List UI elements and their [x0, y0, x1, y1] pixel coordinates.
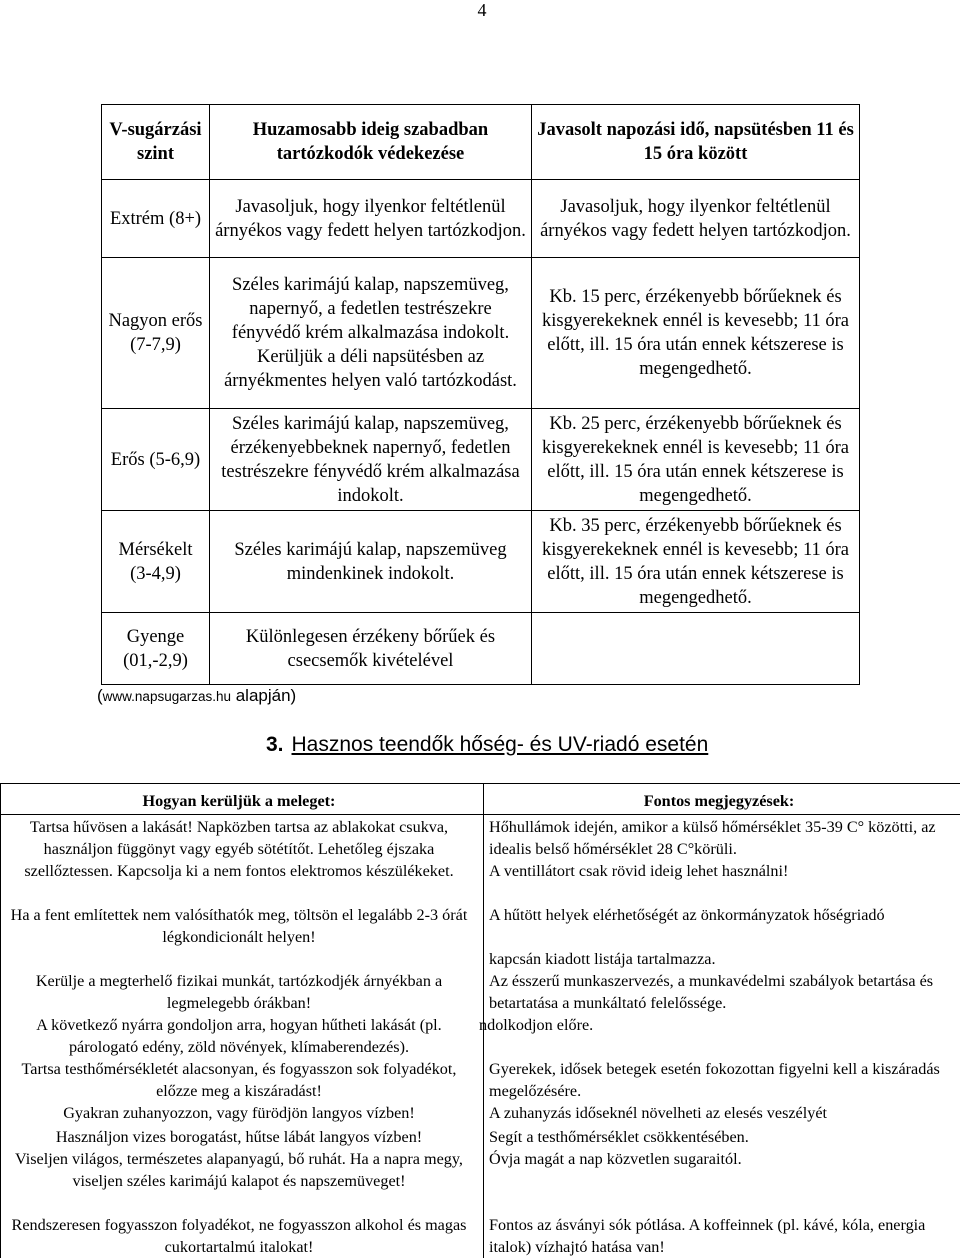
time-text: Javasoljuk, hogy ilyenkor feltétlenül árnyékos vagy fedett helyen tartózkodjon.: [532, 180, 860, 258]
protection-text: Széles karimájú kalap, napszemüveg, napernyő, a fedetlen testrészekre fényvédő krém alkalmazása indokolt. Kerüljük a déli napsütésben az árnyékmentes helyen való tartózkodást.: [210, 258, 532, 409]
protection-text: Javasoljuk, hogy ilyenkor feltétlenül árnyékos vagy fedett helyen tartózkodjon.: [210, 180, 532, 258]
note-item: Segít a testhőmérséklet csökkentésében.: [489, 1128, 749, 1146]
header-rule: [1, 814, 960, 815]
tips-left-header: Hogyan kerüljük a meleget:: [142, 792, 336, 810]
uv-level: Gyenge (01,-2,9): [102, 613, 210, 685]
tips-right-header: Fontos megjegyzések:: [643, 792, 795, 810]
note-item: Óvja magát a nap közvetlen sugaraitól.: [489, 1150, 742, 1168]
protection-text: Különlegesen érzékeny bőrűek és csecsemők kivételével: [210, 613, 532, 685]
note-item: Hőhullámok idején, amikor a külső hőmérséklet 35-39 C° közötti, az idealis belső hőmérséklet 28 C°körüli.: [489, 818, 936, 858]
tip-item: Ha a fent említettek nem valósíthatók meg, töltsön el legalább 2-3 órát légkondicionált helyen!: [10, 906, 468, 946]
note-item: A hűtött helyek elérhetőségét az önkormányzatok hőségriadó: [489, 906, 885, 924]
time-text: Kb. 25 perc, érzékenyebb bőrűeknek és kisgyerekeknek ennél is kevesebb; 11 óra előtt, ill. 15 óra után ennek kétszerese is megengedhető.: [532, 409, 860, 511]
source-note: (www.napsugarzas.hu alapján): [97, 686, 297, 705]
section-title: Hasznos teendők hőség- és UV-riadó esetén: [291, 733, 709, 756]
uv-row-extreme: [102, 180, 860, 258]
source-url: www.napsugarzas.hu: [102, 689, 231, 704]
uv-row-strong: [102, 409, 860, 511]
protection-text: Széles karimájú kalap, napszemüveg, érzékenyebbeknek napernyő, fedetlen testrészekre fényvédő krém alkalmazása indokolt.: [210, 409, 532, 511]
tip-item: Használjon vizes borogatást, hűtse lábát langyos vízben!: [55, 1128, 423, 1146]
tip-item: Tartsa testhőmérsékletét alacsonyan, és fogyasszon sok folyadékot, előzze meg a kiszáradást!: [21, 1060, 457, 1100]
note-item: Fontos az ásványi sók pótlása. A koffeinnek (pl. kávé, kóla, energia italok) vízhajtó hatása van!: [489, 1216, 926, 1256]
section-number: 3.: [266, 733, 284, 756]
note-item: Az ésszerű munkaszervezés, a munkavédelmi szabályok betartása és betartatása a munkáltató felelőssége.: [489, 972, 934, 1012]
tip-item: Tartsa hűvösen a lakását! Napközben tartsa az ablakokat csukva, használjon függönyt vagy egyéb sötétítőt. Lehetőleg éjszaka szellőztessen. Kapcsolja ki a nem fontos elektromos készülékeket.: [24, 818, 454, 880]
time-text: Kb. 35 perc, érzékenyebb bőrűeknek és kisgyerekeknek ennél is kevesebb; 11 óra előtt, ill. 15 óra után ennek kétszerese is megengedhető.: [532, 511, 860, 613]
uv-level: Mérsékelt (3-4,9): [102, 511, 210, 613]
note-item: A zuhanyzás időseknél növelheti az elesés veszélyét: [489, 1104, 828, 1122]
uv-level: Nagyon erős (7-7,9): [102, 258, 210, 409]
protection-text: Széles karimájú kalap, napszemüveg mindenkinek indokolt.: [210, 511, 532, 613]
uv-table-header-row: [102, 105, 860, 180]
note-item: A ventillátort csak rövid ideig lehet használni!: [489, 862, 789, 880]
tip-item: Gyakran zuhanyozzon, vagy fürödjön langyos vízben!: [63, 1104, 415, 1122]
note-item: kapcsán kiadott listája tartalmazza.: [489, 950, 716, 968]
time-text: Kb. 15 perc, érzékenyebb bőrűeknek és kisgyerekeknek ennél is kevesebb; 11 óra előtt, ill. 15 óra után ennek kétszerese is megengedhető.: [532, 258, 860, 409]
uv-level: Extrém (8+): [102, 180, 210, 258]
tip-item: A következő nyárra gondoljon arra, hogyan hűtheti lakását (pl. párologató edény, zöld növények, klímaberendezés).: [36, 1016, 442, 1056]
tip-item: Kerülje a megterhelő fizikai munkát, tartózkodjék árnyékban a legmelegebb órákban!: [35, 972, 443, 1012]
header-uv-level: V-sugárzási szint: [102, 105, 210, 180]
uv-row-moderate: [102, 511, 860, 613]
header-sunbathing-time: Javasolt napozási idő, napsütésben 11 és 15 óra között: [532, 105, 860, 180]
uv-row-very-strong: [102, 258, 860, 409]
page-number: 4: [477, 0, 487, 20]
tips-table: [0, 783, 960, 1258]
uv-row-weak: [102, 613, 860, 685]
uv-index-table: [101, 104, 860, 685]
tip-item: Rendszeresen fogyasszon folyadékot, ne fogyasszon alkohol és magas cukortartalmú italokat!: [11, 1216, 467, 1256]
section-heading: [266, 733, 708, 757]
time-text: [532, 613, 860, 685]
tip-item: Viseljen világos, természetes alapanyagú, bő ruhát. Ha a napra megy, viseljen széles karimájú kalapot és napszemüveget!: [15, 1150, 463, 1190]
note-item: ndolkodjon előre.: [479, 1016, 594, 1034]
note-item: Gyerekek, idősek betegek esetén fokozottan figyelni kell a kiszáradás megelőzésére.: [489, 1060, 940, 1100]
uv-level: Erős (5-6,9): [102, 409, 210, 511]
header-protection: Huzamosabb ideig szabadban tartózkodók védekezése: [210, 105, 532, 180]
